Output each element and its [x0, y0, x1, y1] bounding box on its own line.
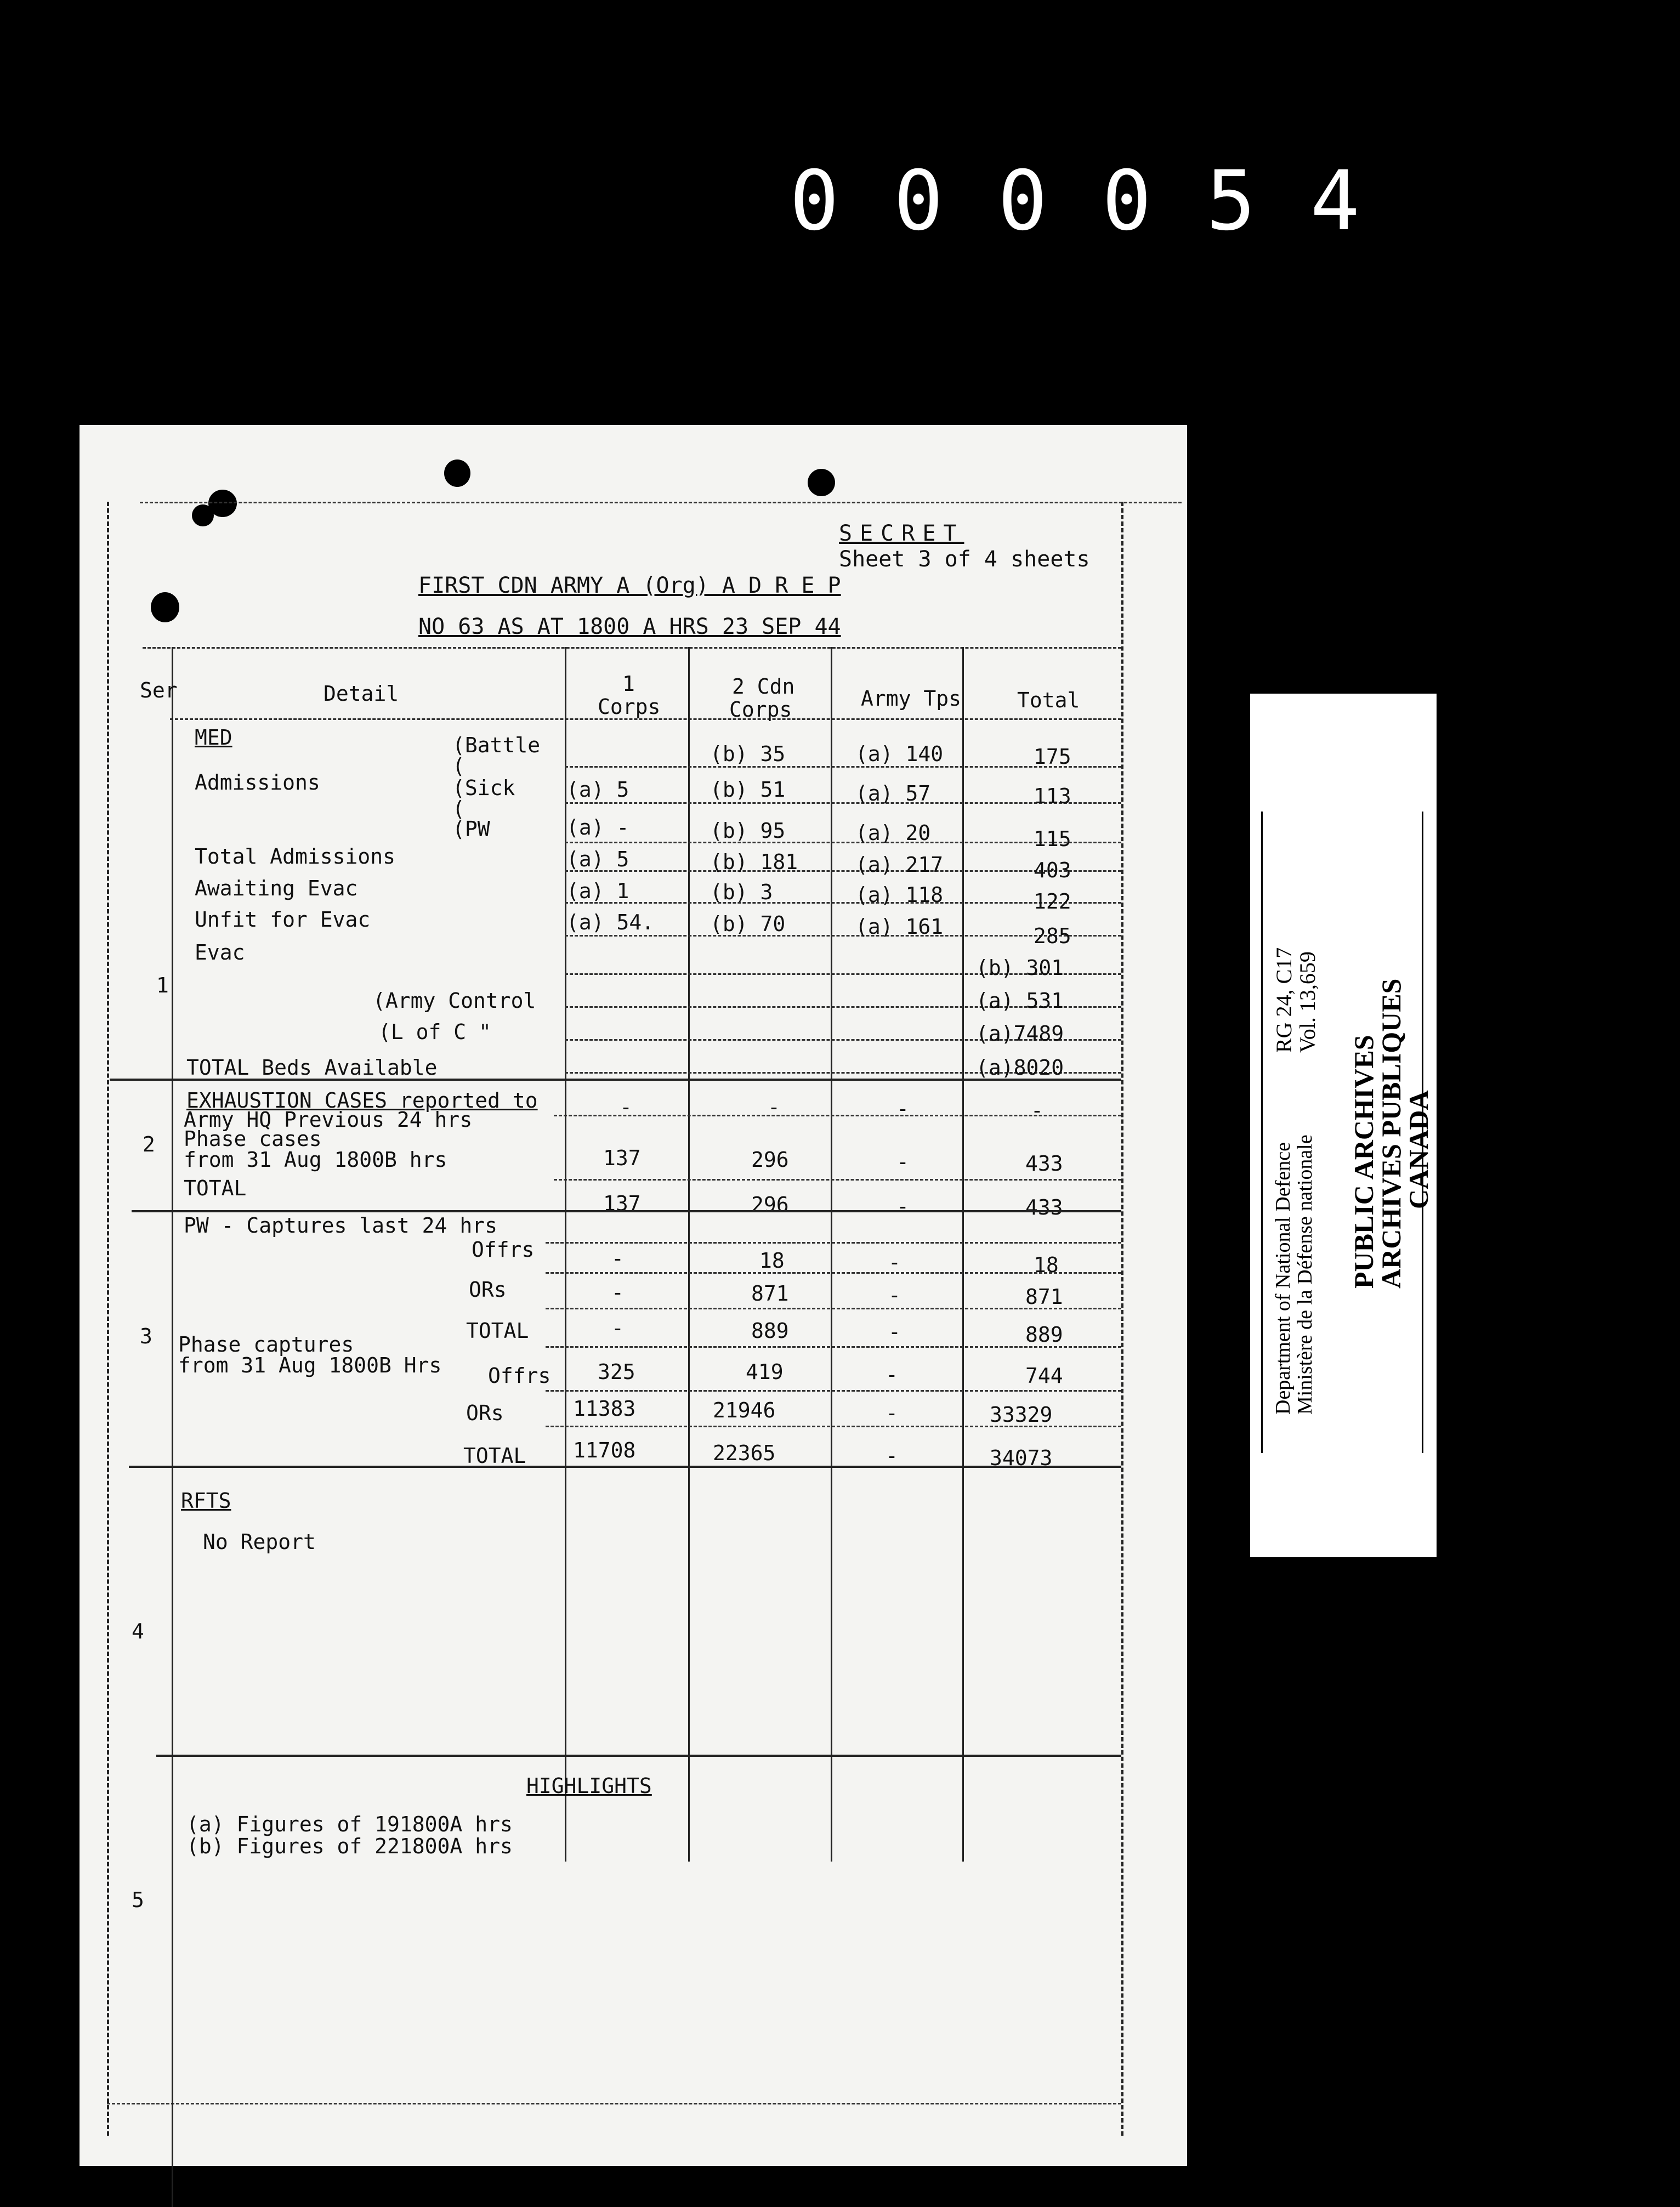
total-admissions-label: Total Admissions [195, 844, 396, 869]
pw-label: (PW [452, 817, 490, 841]
archive-stamp [1261, 812, 1434, 1453]
vol-number: Vol. 13,659 [1295, 951, 1320, 1053]
punch-hole [444, 459, 470, 487]
punch-hole [192, 504, 214, 526]
paren: ( [452, 797, 465, 821]
total-label: TOTAL [466, 1319, 529, 1343]
bottom-rule [107, 2103, 1121, 2104]
unfit-evac-label: Unfit for Evac [195, 907, 371, 932]
public-archives: PUBLIC ARCHIVES [1348, 1035, 1379, 1289]
phase-cases-label: Phase cases [184, 1127, 322, 1151]
p-ors-1corps: 11383 [573, 1397, 636, 1421]
battle-total: 175 [1034, 745, 1071, 769]
paren: ( [452, 754, 465, 778]
exhaustion-line2: Army HQ Previous 24 hrs [184, 1108, 473, 1132]
p-total-2corps: 22365 [713, 1441, 776, 1465]
archives-publiques: ARCHIVES PUBLIQUES [1376, 978, 1406, 1289]
total-2corps: 889 [751, 1319, 789, 1343]
awaiting-2corps: (b) 3 [710, 880, 773, 904]
frame-number [790, 154, 1360, 249]
awaiting-1corps: (a) 1 [566, 879, 629, 903]
unfit-1corps: (a) 54. [566, 910, 655, 934]
frame-digit: 0 [790, 154, 839, 249]
offrs-1corps: - [611, 1246, 624, 1270]
ser-2: 2 [143, 1132, 155, 1156]
total-adm-army: (a) 217 [855, 853, 944, 877]
table-top [143, 647, 1121, 649]
phase-cases-from: from 31 Aug 1800B hrs [184, 1148, 447, 1172]
sheet-number: Sheet 3 of 4 sheets [839, 547, 1090, 572]
section-divider [156, 1755, 1121, 1757]
c1-divider [688, 647, 690, 1862]
admissions-label: Admissions [195, 770, 320, 795]
total-label: TOTAL [184, 1176, 247, 1200]
offrs-total: 18 [1034, 1253, 1059, 1277]
phase-1corps: 137 [603, 1146, 641, 1170]
l-of-c-label: (L of C " [378, 1020, 491, 1044]
p-offrs-2corps: 419 [746, 1360, 784, 1384]
c3-divider [962, 647, 964, 1862]
army-control-total: (a) 531 [976, 989, 1064, 1013]
phase-total: 433 [1025, 1151, 1063, 1176]
row-line [554, 1179, 1121, 1181]
c2-divider [831, 647, 832, 1862]
pw-2corps: (b) 95 [710, 819, 786, 843]
p-ors-total: 33329 [990, 1403, 1053, 1427]
dept-fr: Ministère de la Défense nationale [1293, 1134, 1316, 1415]
sick-2corps: (b) 51 [710, 778, 786, 802]
prev-2corps: - [768, 1095, 780, 1119]
pw-army: (a) 20 [855, 821, 931, 845]
battle-2corps: (b) 35 [710, 742, 786, 766]
total-adm-1corps: (a) 5 [566, 847, 629, 871]
p-offrs-1corps: 325 [598, 1360, 635, 1384]
ser-4: 4 [132, 1619, 144, 1643]
prev-total: - [1031, 1098, 1043, 1122]
phase-captures-from: from 31 Aug 1800B Hrs [178, 1353, 442, 1377]
phase-captures-label: Phase captures [178, 1332, 354, 1357]
frame-digit: 4 [1310, 154, 1360, 249]
p-offrs-total: 744 [1025, 1364, 1063, 1388]
ors-total: 871 [1025, 1285, 1063, 1309]
pw-captures-label: PW - Captures last 24 hrs [184, 1213, 497, 1238]
col-1corps-a: 1 [622, 672, 635, 696]
col-detail: Detail [323, 682, 399, 706]
document-page [80, 425, 1187, 2166]
total-adm-total: 403 [1034, 858, 1071, 882]
rfts-heading: RFTS [181, 1489, 231, 1513]
p-ors-2corps: 21946 [713, 1398, 776, 1422]
col-ser: Ser [140, 678, 178, 702]
tot2-1corps: 137 [603, 1192, 641, 1216]
pw-1corps: (a) - [566, 815, 629, 839]
col-total: Total [1017, 688, 1080, 712]
battle-label: (Battle [452, 733, 541, 757]
exhaustion-heading: EXHAUSTION CASES reported to [186, 1088, 538, 1113]
p-offrs-army: - [886, 1363, 898, 1387]
col-army-tps: Army Tps [861, 687, 962, 711]
unfit-total: 285 [1034, 924, 1071, 948]
phase-army: - [896, 1150, 909, 1174]
total-beds-label: TOTAL Beds Available [186, 1056, 438, 1080]
tot2-total: 433 [1025, 1195, 1063, 1219]
rg-number: RG 24, C17 [1272, 947, 1296, 1053]
report-title: FIRST CDN ARMY A (Org) A D R E P [418, 573, 841, 598]
report-subtitle: NO 63 AS AT 1800 A HRS 23 SEP 44 [418, 614, 841, 639]
frame-digit: 5 [1206, 154, 1256, 249]
awaiting-total: 122 [1034, 889, 1071, 914]
phase-2corps: 296 [751, 1148, 789, 1172]
tot2-army: - [896, 1194, 909, 1218]
col-2corps-a: 2 Cdn [732, 674, 795, 699]
awaiting-army: (a) 118 [855, 883, 944, 907]
ser-1: 1 [156, 973, 169, 997]
frame-digit: 0 [1102, 154, 1152, 249]
classification: SECRET [839, 521, 964, 546]
offrs-label: Offrs [472, 1238, 535, 1262]
frame-digit: 0 [893, 154, 944, 249]
section-divider [110, 1079, 1121, 1081]
sick-army: (a) 57 [855, 781, 931, 805]
dept-en: Department of National Defence [1272, 1142, 1295, 1415]
offrs2-label: Offrs [488, 1364, 551, 1388]
no-report-text: No Report [203, 1530, 316, 1554]
prev-army: - [896, 1097, 909, 1121]
ser-5: 5 [132, 1888, 144, 1912]
row-line [546, 1242, 1121, 1244]
top-rule [140, 502, 1182, 503]
med-heading: MED [195, 725, 232, 750]
right-border [1121, 502, 1123, 2136]
section-divider [129, 1466, 1121, 1468]
battle-army: (a) 140 [855, 742, 944, 766]
total-adm-2corps: (b) 181 [710, 850, 798, 874]
frame-digit: 0 [997, 154, 1048, 249]
col-2corps-b: Corps [729, 697, 792, 722]
l-of-c-total: (a)7489 [976, 1022, 1064, 1046]
left-border [107, 502, 109, 2136]
total-total: 889 [1025, 1323, 1063, 1347]
row-line [546, 1390, 1121, 1392]
canada: CANADA [1403, 1090, 1434, 1209]
sick-label: (Sick [452, 776, 515, 800]
unfit-army: (a) 161 [855, 915, 944, 939]
punch-hole [808, 469, 835, 496]
tot2-2corps: 296 [751, 1193, 789, 1217]
col-1corps-b: Corps [598, 695, 661, 719]
prev-1corps: - [620, 1095, 632, 1119]
evac-label: Evac [195, 940, 245, 965]
pw-total: 115 [1034, 827, 1071, 851]
army-control-label: (Army Control [373, 989, 536, 1013]
p-ors-army: - [886, 1401, 898, 1425]
ors-2corps: 871 [751, 1281, 789, 1306]
ser-3: 3 [140, 1324, 152, 1348]
offrs-2corps: 18 [759, 1249, 785, 1273]
ser-divider [172, 647, 173, 2207]
highlights-heading: HIGHLIGHTS [526, 1774, 652, 1798]
total-beds-total: (a)8020 [976, 1056, 1064, 1080]
total2-label: TOTAL [463, 1444, 526, 1468]
punch-hole [151, 592, 179, 622]
unfit-2corps: (b) 70 [710, 912, 786, 936]
ors-1corps: - [611, 1280, 624, 1304]
section-divider [132, 1210, 1121, 1212]
p-total-army: - [886, 1444, 898, 1468]
awaiting-evac-label: Awaiting Evac [195, 876, 358, 900]
p-total-total: 34073 [990, 1446, 1053, 1470]
note-b: (b) Figures of 221800A hrs [186, 1834, 513, 1858]
evac-total: (b) 301 [976, 956, 1064, 980]
ors2-label: ORs [466, 1401, 504, 1425]
sick-total: 113 [1034, 784, 1071, 808]
offrs-army: - [888, 1250, 901, 1274]
total-1corps: - [611, 1316, 624, 1340]
note-a: (a) Figures of 191800A hrs [186, 1812, 513, 1836]
total-army: - [888, 1320, 901, 1344]
ors-army: - [888, 1283, 901, 1307]
p-total-1corps: 11708 [573, 1438, 636, 1462]
ors-label: ORs [469, 1278, 507, 1302]
sick-1corps: (a) 5 [566, 778, 629, 802]
